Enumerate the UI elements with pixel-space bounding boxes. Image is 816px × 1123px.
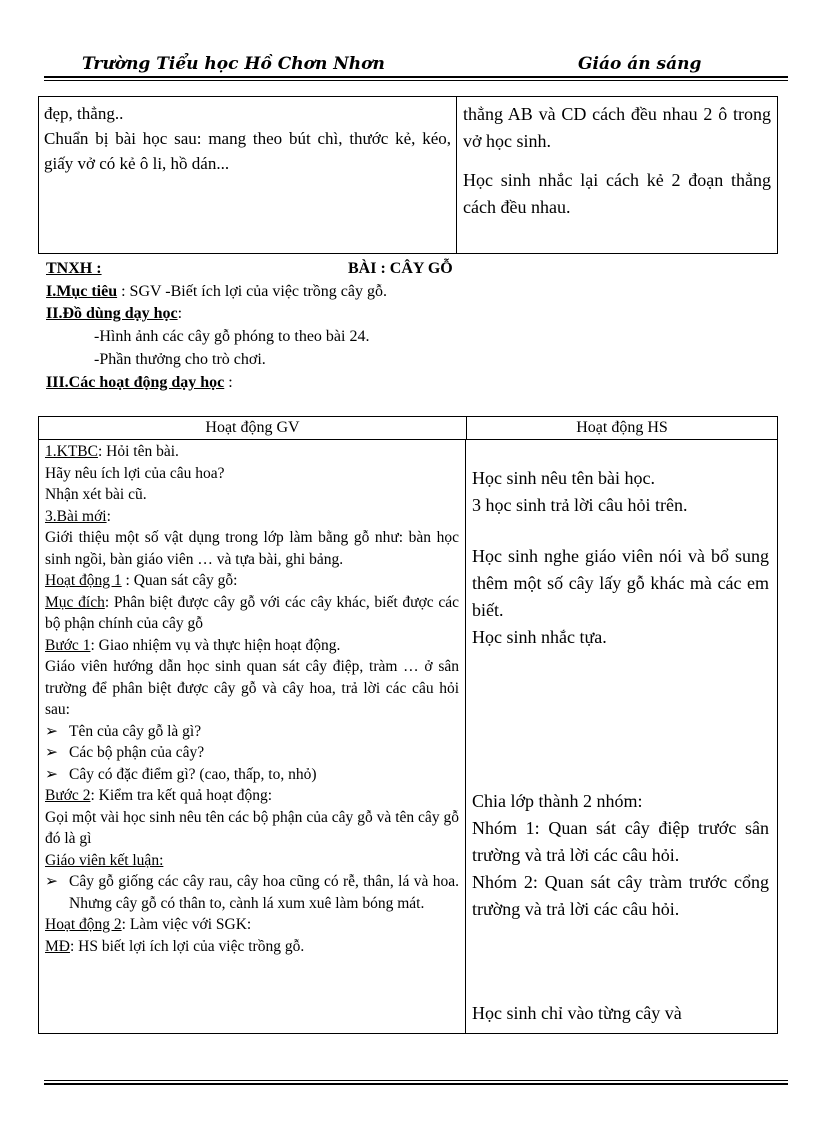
table-header-row xyxy=(39,417,777,440)
continuation-left-cell xyxy=(39,97,457,253)
header-rule xyxy=(44,76,788,78)
question-item: ➢ Các bộ phận của cây? xyxy=(45,742,459,764)
ktbc-label: 1.KTBC xyxy=(45,443,98,460)
teacher-line: Giới thiệu một số vật dụng trong lớp làm bằng gỗ như: bàn học sinh ngồi, bàn giáo viên … và tựa bài, ghi bảng. xyxy=(45,529,459,568)
activities-table xyxy=(38,416,778,1034)
question-item: ➢ Tên của cây gỗ là gì? xyxy=(45,721,459,743)
step2-label: Bước 2 xyxy=(45,787,91,804)
objective-line xyxy=(46,282,387,302)
conclusion-label: Giáo viên kết luận: xyxy=(45,851,164,869)
teacher-line: Hãy nêu ích lợi của câu hoa? xyxy=(45,464,225,482)
student-line: Nhóm 2: Quan sát cây tràm trước cổng trường và trả lời các câu hỏi. xyxy=(472,872,769,919)
footer-rule xyxy=(44,1083,788,1085)
teacher-line: Giáo viên hướng dẫn học sinh quan sát cây điệp, tràm … ở sân trường để phân biệt được cây gỗ và cây hoa, trả lời các câu hỏi sau: xyxy=(45,658,459,718)
question-item: ➢ Cây có đặc điểm gì? (cao, thấp, to, nhỏ) xyxy=(45,764,459,786)
header-doc-type: Giáo án sáng xyxy=(578,54,702,74)
continuation-left-line: đẹp, thẳng.. xyxy=(44,104,124,123)
student-line: Học sinh chỉ vào từng cây và xyxy=(472,1003,682,1023)
student-line: Học sinh nhắc tựa. xyxy=(472,627,607,647)
step1-label: Bước 1 xyxy=(45,636,91,654)
teacher-line: 1.KTBC: Hỏi tên bài. xyxy=(45,443,179,460)
student-activities-cell xyxy=(466,440,777,1034)
teacher-line: Hoạt động 1 : Quan sát cây gỗ: xyxy=(45,572,238,589)
objective-label: I.Mục tiêu xyxy=(46,283,118,300)
purpose-label: Mục đích xyxy=(45,593,105,611)
activity2-label: Hoạt động 2 xyxy=(45,916,122,933)
purpose2-label: MĐ xyxy=(45,937,70,955)
teacher-line: MĐ: HS biết lợi ích lợi của việc trồng gỗ. xyxy=(45,937,305,955)
continuation-right-cell xyxy=(457,97,777,253)
activities-colon: : xyxy=(224,374,233,391)
activities-heading xyxy=(46,373,233,393)
materials-item: -Phần thưởng cho trò chơi. xyxy=(94,351,266,368)
teacher-line: Nhận xét bài cũ. xyxy=(45,486,147,503)
teacher-line: Bước 1: Giao nhiệm vụ và thực hiện hoạt động. xyxy=(45,636,341,654)
student-line: Học sinh nêu tên bài học. xyxy=(472,468,655,488)
materials-label: II.Đồ dùng dạy học xyxy=(46,305,178,322)
column-header-student: Hoạt động HS xyxy=(576,419,668,436)
teacher-line: Bước 2: Kiểm tra kết quả hoạt động: xyxy=(45,787,273,804)
table-body-row xyxy=(39,440,777,1034)
continuation-right-paragraph: Học sinh nhắc lại cách kẻ 2 đoạn thẳng cách đều nhau. xyxy=(463,170,771,217)
teacher-line: 3.Bài mới: xyxy=(45,507,111,525)
lesson-title: BÀI : CÂY GỖ xyxy=(348,260,453,277)
continuation-left-line: Chuẩn bị bài học sau: mang theo bút chì, thước kẻ, kéo, giấy vở có kẻ ô li, hồ dán... xyxy=(44,129,451,173)
header-school: Trường Tiểu học Hồ Chơn Nhơn xyxy=(82,54,385,74)
student-line: Học sinh nghe giáo viên nói và bổ sung thêm một số cây lấy gỗ khác mà các em biết. xyxy=(472,546,769,620)
student-line: Chia lớp thành 2 nhóm: xyxy=(472,791,643,811)
conclusion-item: ➢ Cây gỗ giống các cây rau, cây hoa cũng có rễ, thân, lá và hoa. Nhưng cây gỗ có thân to, cành lá xum xuê làm bóng mát. xyxy=(45,871,459,914)
activities-label: III.Các hoạt động dạy học xyxy=(46,374,225,391)
materials-heading xyxy=(46,304,182,324)
teacher-line: Mục đích: Phân biệt được cây gỗ với các cây khác, biết được các bộ phận chính của cây gỗ xyxy=(45,593,459,632)
teacher-activities-cell xyxy=(39,440,466,1034)
student-line: 3 học sinh trả lời câu hỏi trên. xyxy=(472,495,688,515)
activity1-label: Hoạt động 1 xyxy=(45,572,122,589)
student-line: Nhóm 1: Quan sát cây điệp trước sân trường và trả lời các câu hỏi. xyxy=(472,818,769,865)
new-lesson-label: 3.Bài mới xyxy=(45,507,107,525)
subject-label: TNXH : xyxy=(46,260,102,277)
continuation-right-paragraph: thẳng AB và CD cách đều nhau 2 ô trong vở học sinh. xyxy=(463,104,771,151)
header-rule-thin xyxy=(44,80,788,81)
materials-colon: : xyxy=(177,305,183,322)
materials-item: -Hình ảnh các cây gỗ phóng to theo bài 24. xyxy=(94,328,370,345)
objective-text: : SGV -Biết ích lợi của việc trồng cây gỗ. xyxy=(117,283,387,300)
teacher-line: Gọi một vài học sinh nêu tên các bộ phận của cây gỗ và tên cây gỗ đó là gì xyxy=(45,808,459,847)
continuation-table xyxy=(38,96,778,254)
teacher-line: Hoạt động 2: Làm việc với SGK: xyxy=(45,916,252,933)
column-header-teacher: Hoạt động GV xyxy=(39,417,467,439)
footer-rule-thin xyxy=(44,1080,788,1081)
